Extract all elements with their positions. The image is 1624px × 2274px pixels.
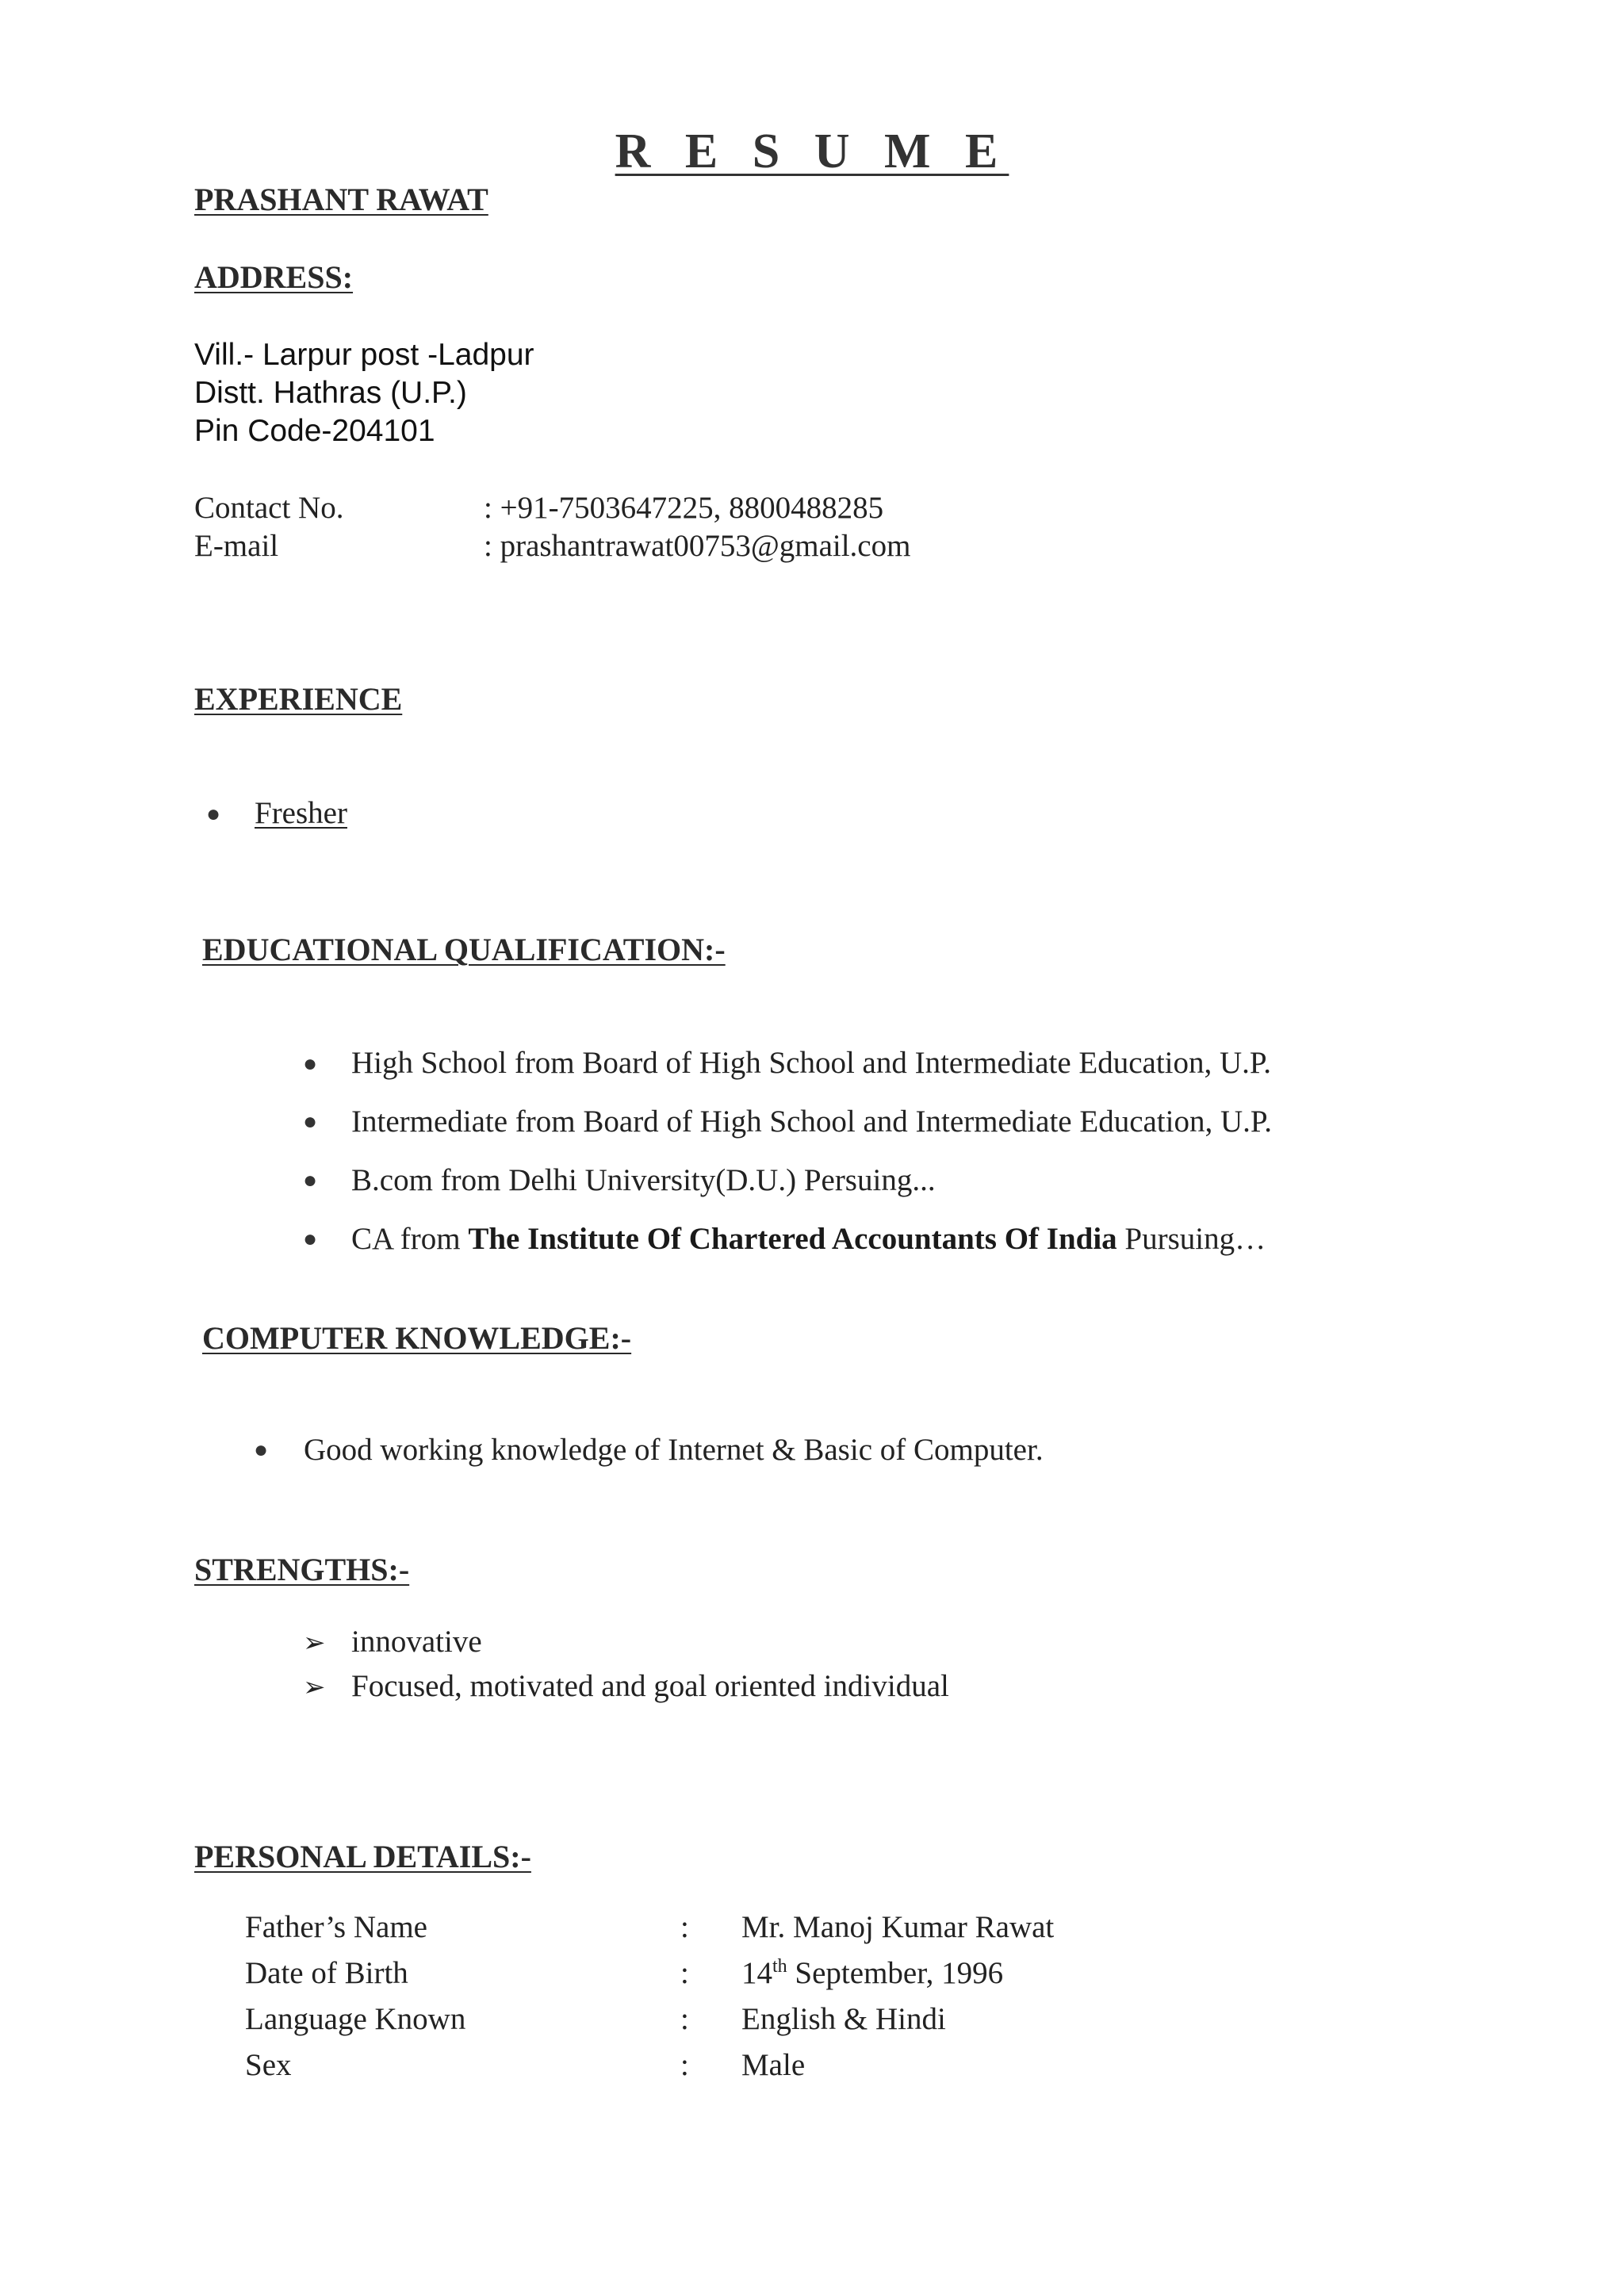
computer-heading: COMPUTER KNOWLEDGE:-: [202, 1320, 632, 1356]
dob-rest: September, 1996: [787, 1956, 1004, 1990]
address-line-1: Vill.- Larpur post -Ladpur: [194, 338, 534, 372]
arrow-bullet-icon: ➢: [303, 1627, 326, 1659]
bullet-icon: ●: [303, 1167, 318, 1193]
bullet-icon: ●: [206, 801, 221, 827]
strength-item-2: Focused, motivated and goal oriented individual: [351, 1669, 949, 1703]
personal-heading: PERSONAL DETAILS:-: [194, 1839, 531, 1874]
personal-value-father: Mr. Manoj Kumar Rawat: [741, 1910, 1055, 1944]
bullet-icon: ●: [303, 1226, 318, 1252]
education-heading: EDUCATIONAL QUALIFICATION:-: [202, 932, 726, 967]
education-item-4-suffix: Pursuing…: [1116, 1222, 1266, 1256]
personal-separator: :: [680, 1910, 689, 1944]
strength-item-1: innovative: [351, 1625, 482, 1659]
bullet-icon: ●: [303, 1108, 318, 1135]
experience-heading: EXPERIENCE: [194, 681, 403, 717]
dob-day: 14: [741, 1956, 772, 1990]
candidate-name: PRASHANT RAWAT: [194, 182, 488, 217]
education-item-4: [351, 1221, 1266, 1257]
education-item-2: Intermediate from Board of High School and Intermediate Education, U.P.: [351, 1104, 1273, 1139]
personal-separator: :: [680, 2048, 689, 2082]
education-item-3: B.com from Delhi University(D.U.) Persuing...: [351, 1163, 936, 1197]
personal-value-sex: Male: [741, 2048, 806, 2082]
bullet-icon: ●: [254, 1437, 269, 1463]
personal-label-sex: Sex: [245, 2048, 292, 2082]
personal-separator: :: [680, 2002, 689, 2036]
education-item-4-institute: The Institute Of Chartered Accountants Of India: [468, 1222, 1117, 1256]
bullet-icon: ●: [303, 1051, 318, 1077]
address-line-2: Distt. Hathras (U.P.): [194, 376, 467, 410]
dob-suffix: th: [772, 1956, 787, 1977]
email-value: : prashantrawat00753@gmail.com: [484, 529, 911, 563]
personal-label-language: Language Known: [245, 2002, 466, 2036]
document-title: R E S U M E: [615, 124, 1009, 178]
contact-label: Contact No.: [194, 491, 344, 525]
contact-value: : +91-7503647225, 8800488285: [484, 491, 884, 525]
personal-value-dob: [741, 1955, 1003, 1991]
education-item-4-prefix: CA from: [351, 1222, 469, 1256]
strengths-heading: STRENGTHS:-: [194, 1552, 410, 1587]
arrow-bullet-icon: ➢: [303, 1671, 326, 1703]
education-item-1: High School from Board of High School and Intermediate Education, U.P.: [351, 1046, 1272, 1080]
personal-label-dob: Date of Birth: [245, 1956, 408, 1990]
personal-label-father: Father’s Name: [245, 1910, 427, 1944]
computer-item: Good working knowledge of Internet & Basic of Computer.: [304, 1433, 1044, 1467]
personal-value-language: English & Hindi: [741, 2002, 946, 2036]
address-heading: ADDRESS:: [194, 259, 354, 295]
email-label: E-mail: [194, 529, 279, 563]
experience-item: Fresher: [255, 796, 347, 830]
personal-separator: :: [680, 1956, 689, 1990]
address-line-3: Pin Code-204101: [194, 414, 435, 448]
